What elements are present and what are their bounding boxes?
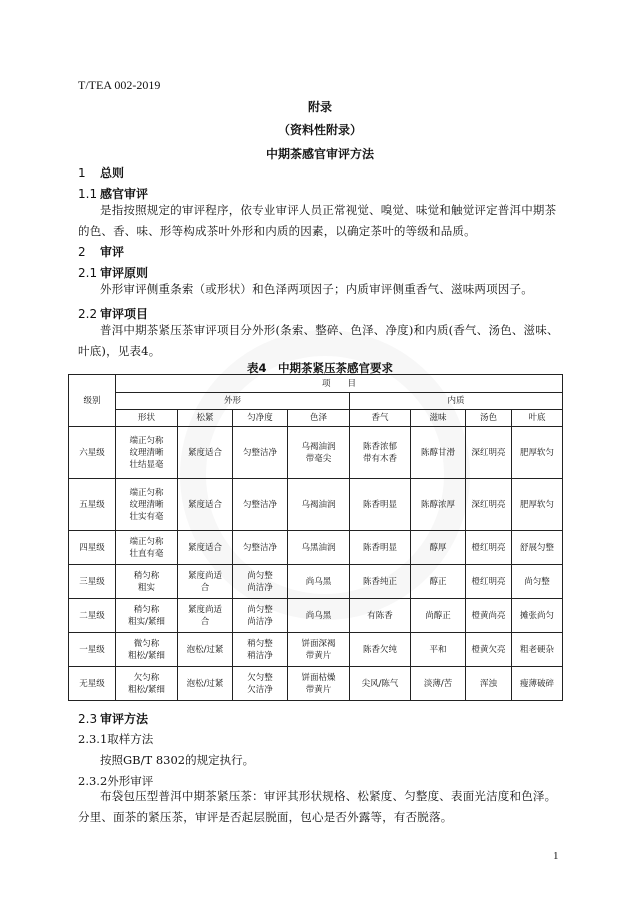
section-title: 审评方法: [100, 712, 149, 726]
paragraph-3: 普洱中期茶紧压茶审评项目分外形(条索、整碎、色泽、净度)和内质(香气、汤色、滋味、叶底)，见表4。: [78, 323, 559, 358]
table-cell: 乌黑油润: [288, 531, 350, 565]
table-cell: 深红明亮: [466, 479, 512, 531]
subsection-2-3-1: 2.3.1取样方法: [78, 732, 154, 746]
table-cell: 紧度尚适 合: [178, 565, 233, 599]
table-cell: 尚醇正: [411, 599, 466, 633]
table-cell: 橙黄欠亮: [466, 633, 512, 667]
table-cell: 浑浊: [466, 667, 512, 701]
table-cell: 欠匀称 粗松/紧细: [116, 667, 178, 701]
grade-cell: 六星级: [69, 427, 116, 479]
section-number: 2: [78, 245, 86, 259]
table-cell: 端正匀称 纹理清晰 壮实有毫: [116, 479, 178, 531]
table-cell: 饼面深褐 带黄片: [288, 633, 350, 667]
table-cell: 有陈香: [350, 599, 411, 633]
column-header: 香气: [350, 410, 411, 427]
table-cell: 尚匀整 尚洁净: [233, 599, 288, 633]
table-cell: 紧度适合: [178, 427, 233, 479]
table-cell: 舒展匀整: [512, 531, 563, 565]
table-cell: 尚乌黑: [288, 565, 350, 599]
paragraph-1: 是指按照规定的审评程序，依专业审评人员正常视觉、嗅觉、味觉和触觉评定普洱中期茶的色、香、味、形等构成茶叶外形和内质的因素，以确定茶叶的等级和品质。: [78, 203, 557, 238]
table-row: [69, 565, 563, 599]
item-header: 项 目: [116, 375, 563, 393]
sensory-requirements-table: [68, 374, 563, 701]
appendix-name: 中期茶感官审评方法: [265, 147, 374, 161]
table-cell: 乌褐油润 带毫尖: [288, 427, 350, 479]
paragraph-4: 按照GB/T 8302的规定执行。: [100, 753, 255, 767]
table-row: [69, 427, 563, 479]
section-number: 2.2: [78, 307, 98, 321]
table-row: [69, 633, 563, 667]
table-cell: 端正匀称 纹理清晰 壮结显毫: [116, 427, 178, 479]
table-row: [69, 479, 563, 531]
page-number: 1: [553, 850, 559, 862]
table-cell: 乌褐油润: [288, 479, 350, 531]
table-cell: 陈香欠纯: [350, 633, 411, 667]
table-cell: 陈香明显: [350, 531, 411, 565]
table-caption: 表4 中期茶紧压茶感官要求: [246, 361, 393, 375]
appendix-title: 附录: [307, 100, 332, 114]
section-title: 审评项目: [100, 307, 149, 321]
table-cell: 橙红明亮: [466, 531, 512, 565]
inner-header: 内质: [350, 393, 563, 410]
grade-cell: 五星级: [69, 479, 116, 531]
table-cell: 橙黄尚亮: [466, 599, 512, 633]
table-cell: 瘦薄破碎: [512, 667, 563, 701]
column-header: 形状: [116, 410, 178, 427]
subsection-2-3-2: 2.3.2外形审评: [78, 774, 154, 788]
table-cell: 稍匀整 稍洁净: [233, 633, 288, 667]
grade-cell: 一星级: [69, 633, 116, 667]
table-row: [69, 531, 563, 565]
table-cell: 紧度适合: [178, 479, 233, 531]
table-cell: 肥厚软匀: [512, 479, 563, 531]
column-header: 匀净度: [233, 410, 288, 427]
table-cell: 肥厚软匀: [512, 427, 563, 479]
grade-header: 级别: [69, 375, 116, 427]
column-header: 滋味: [411, 410, 466, 427]
table-cell: 紧度适合: [178, 531, 233, 565]
table-cell: 稍匀称 粗实/紧细: [116, 599, 178, 633]
grade-cell: 无星级: [69, 667, 116, 701]
outer-header: 外形: [116, 393, 350, 410]
table-cell: 泡松/过紧: [178, 667, 233, 701]
table-cell: 尖风/陈气: [350, 667, 411, 701]
section-2-heading: [78, 243, 124, 260]
table-cell: 醇正: [411, 565, 466, 599]
table-cell: 稍匀称 粗实: [116, 565, 178, 599]
table-cell: 泡松/过紧: [178, 633, 233, 667]
table-row: [69, 667, 563, 701]
table-cell: 陈香浓郁 带有木香: [350, 427, 411, 479]
table-cell: 摊张尚匀: [512, 599, 563, 633]
table-cell: 欠匀整 欠洁净: [233, 667, 288, 701]
column-header: 松紧: [178, 410, 233, 427]
table-cell: 陈醇浓厚: [411, 479, 466, 531]
section-title: 总则: [100, 166, 125, 180]
table-cell: 匀整洁净: [233, 479, 288, 531]
table-cell: 陈香明显: [350, 479, 411, 531]
grade-cell: 二星级: [69, 599, 116, 633]
section-title: 审评: [100, 245, 125, 259]
grade-cell: 四星级: [69, 531, 116, 565]
section-number: 2.3: [78, 712, 98, 726]
table-cell: 粗老硬杂: [512, 633, 563, 667]
paragraph-5: 布袋包压型普洱中期茶紧压茶：审评其形状规格、松紧度、匀整度、表面光洁度和色泽。分里、面茶的紧压茶，审评是否起层脱面，包心是否外露等，有否脱落。: [78, 789, 557, 824]
grade-cell: 三星级: [69, 565, 116, 599]
table-cell: 匀整洁净: [233, 427, 288, 479]
table-cell: 平和: [411, 633, 466, 667]
table-cell: 橙红明亮: [466, 565, 512, 599]
column-header: 叶底: [512, 410, 563, 427]
table-cell: 淡薄/苦: [411, 667, 466, 701]
table-cell: 尚匀整 尚洁净: [233, 565, 288, 599]
table-cell: 陈醇甘滑: [411, 427, 466, 479]
table-cell: 尚匀整: [512, 565, 563, 599]
section-title: 审评原则: [100, 266, 149, 280]
column-header: 色泽: [288, 410, 350, 427]
table-cell: 匀整洁净: [233, 531, 288, 565]
table-body: [69, 427, 563, 701]
section-title: 感官审评: [100, 187, 149, 201]
section-number: 1: [78, 166, 86, 180]
table-cell: 陈香纯正: [350, 565, 411, 599]
table-cell: 饼面枯燥 带黄片: [288, 667, 350, 701]
column-header: 汤色: [466, 410, 512, 427]
standard-code: T/TEA 002-2019: [78, 78, 161, 92]
table-cell: 端正匀称 壮直有毫: [116, 531, 178, 565]
table-cell: 尚乌黑: [288, 599, 350, 633]
section-number: 2.1: [78, 266, 98, 280]
table-cell: 醇厚: [411, 531, 466, 565]
table-row: [69, 599, 563, 633]
table-cell: 紧度尚适 合: [178, 599, 233, 633]
section-2-3-heading: [78, 710, 148, 727]
table-cell: 深红明亮: [466, 427, 512, 479]
paragraph-2: 外形审评侧重条索（或形状）和色泽两项因子；内质审评侧重香气、滋味两项因子。: [100, 282, 533, 296]
section-number: 1.1: [78, 187, 98, 201]
table-cell: 微匀称 粗松/紧细: [116, 633, 178, 667]
section-1-heading: [78, 164, 124, 181]
appendix-subtitle: （资料性附录）: [277, 123, 362, 137]
column-header-row: [69, 410, 563, 427]
